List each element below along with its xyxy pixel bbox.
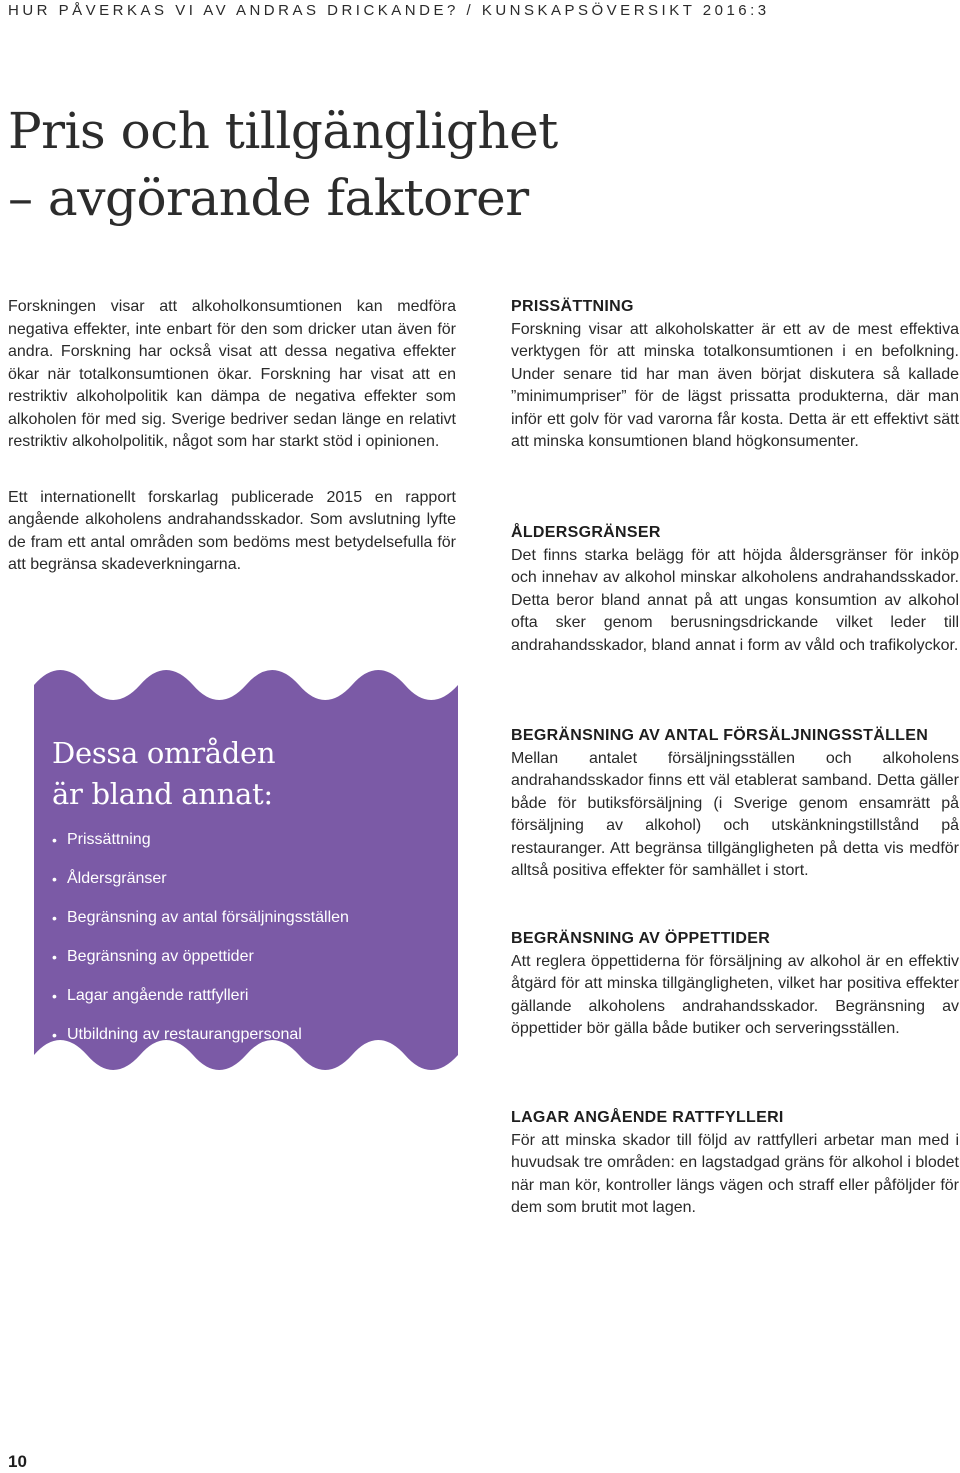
list-item [52,1024,349,1063]
page-number: 10 [8,1452,27,1471]
bullet-icon: • [52,910,57,926]
list-item-label: Åldersgränser [67,870,167,887]
list-item-label: Begränsning av antal försäljningsställen [67,909,349,926]
list-item-label: Begränsning av öppettider [67,948,254,965]
section-text: Forskning visar att alkoholskatter är ett av de mest effektiva verktygen för att minska totalkonsumtionen i en befolkning. Under senare tid har man även börjat diskutera så kallade ”minimumpriser” för de lägst prissatta produkterna, där man inför ett golv för vad varorna får kosta. Detta är ett effektivt sätt att minska konsumtionen bland högkonsumenter. [511,320,959,450]
bullet-icon: • [52,832,57,848]
section-forsaljningsstallen [511,725,959,883]
box-title-line-1: Dessa områden [52,736,276,770]
section-aldersgranser [511,522,959,657]
box-title [52,733,275,815]
bullet-icon: • [52,871,57,887]
intro-paragraph-2: Ett internationellt forskarlag publicerade 2015 en rapport angående alkoholens andrahandsskador. Som avslutning lyfte de fram ett antal områden som bedöms mest betydelsefulla för att begränsa skadeverkningarna. [8,488,456,573]
section-heading: BEGRÄNSNING AV ÖPPETTIDER [511,930,771,947]
list-item-label: Utbildning av restaurangpersonal [67,1026,302,1043]
list-item [52,868,349,907]
page-title-line-2: – avgörande faktorer [8,169,529,227]
page-title-line-1: Pris och tillgänglighet [8,102,558,160]
section-prissattning [511,296,959,454]
box-title-line-2: är bland annat: [52,777,273,811]
section-oppettider [511,928,959,1041]
list-item [52,829,349,868]
section-text: Att reglera öppettiderna för försäljning av alkohol är en effektiv åtgärd för att minska tillgängligheten, vilket har positiva effekter gällande alkoholens andrahandsskador. Begränsning av öppettider bör gälla både butiker och serveringsställen. [511,952,959,1037]
section-heading: LAGAR ANGÅENDE RATTFYLLERI [511,1109,784,1126]
section-text: Det finns starka belägg för att höjda åldersgränser för inköp och innehav av alkohol minskar alkoholens andrahandsskador. Detta beror bland annat på att ungas konsumtion av alkohol ofta sker genom berusningsdrickande vilket leder till andrahandsskador, bland annat i form av våld och trafikolyckor. [511,546,959,654]
list-item [52,946,349,985]
list-item [52,985,349,1024]
bullet-icon: • [52,949,57,965]
page-title [8,98,628,232]
intro-paragraph-1: Forskningen visar att alkoholkonsumtionen kan medföra negativa effekter, inte enbart för den som dricker utan även för andra. Forskning har också visat att dessa negativa effekter ökar när totalkonsumtionen ökar. Forskning har visat att en restriktiv alkoholpolitik kan dämpa de negativa effekter som alkoholen för med sig. Sverige bedriver sedan länge en relativt restriktiv alkoholpolitik, något som har starkt stöd i opinionen. [8,298,456,450]
list-item [52,907,349,946]
running-header: HUR PÅVERKAS VI AV ANDRAS DRICKANDE? / KUNSKAPSÖVERSIKT 2016:3 [8,2,770,19]
section-heading: ÅLDERSGRÄNSER [511,524,661,541]
bullet-icon: • [52,1027,57,1043]
section-heading: PRISSÄTTNING [511,298,634,315]
focus-areas-list [52,829,349,1063]
focus-areas-box [34,655,458,1085]
intro-column [8,296,456,577]
list-item-label: Prissättning [67,831,151,848]
list-item-label: Lagar angående rattfylleri [67,987,249,1004]
section-rattfylleri [511,1107,959,1220]
section-text: Mellan antalet försäljningsställen och alkoholens andrahandsskador finns ett väl etablerat samband. Detta gäller både för butiksförsäljning (i Sverige genom ensamrätt på försäljning av alkohol) och utskänkningstillstånd på restauranger. Att begränsa tillgängligheten på detta vis medför alltså positiva effekter för samhället i stort. [511,749,959,879]
section-heading: BEGRÄNSNING AV ANTAL FÖRSÄLJNINGSSTÄLLEN [511,727,929,744]
bullet-icon: • [52,988,57,1004]
section-text: För att minska skador till följd av rattfylleri arbetar man med i huvudsak tre områden: en lagstadgad gräns för alkohol i blodet när man kör, kontroller längs vägen och straff eller påföljder för dem som brutit mot lagen. [511,1131,959,1216]
